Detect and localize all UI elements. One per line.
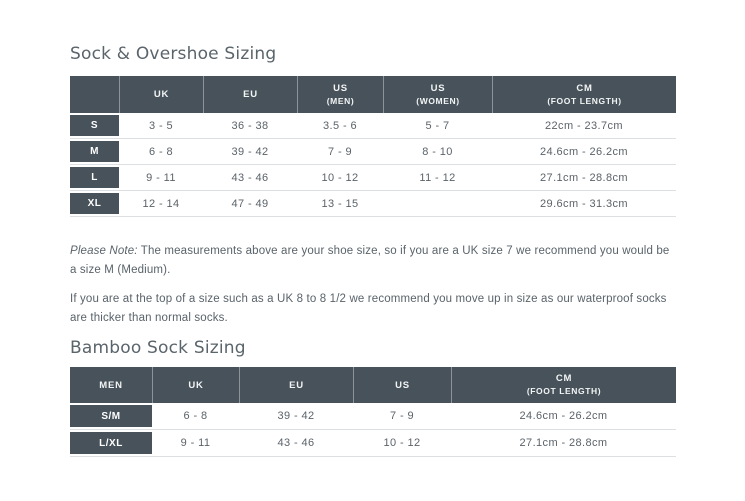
header-cell-size [70, 76, 119, 113]
table-header-row [70, 367, 676, 403]
sock-overshoe-sizing-table [70, 76, 676, 217]
cell-us-men: 10 - 12 [321, 171, 359, 184]
bamboo-sock-sizing-table [70, 367, 676, 457]
header-cell-uk: UK [152, 367, 239, 403]
table-row-l [70, 165, 676, 191]
header-cell-cm: CM (FOOT LENGTH) [451, 367, 676, 403]
cell-cm: 27.1cm - 28.8cm [540, 171, 628, 184]
note-shoe-size [70, 242, 676, 280]
header-cell-cm: CM (FOOT LENGTH) [492, 76, 676, 113]
cell-uk: 6 - 8 [148, 145, 173, 158]
header-cell-us: US [353, 367, 451, 403]
cell-eu: 36 - 38 [231, 119, 269, 132]
row-label: M [70, 141, 119, 162]
row-label: XL [70, 193, 119, 214]
cell-uk: 12 - 14 [142, 197, 180, 210]
cell-uk: 9 - 11 [180, 437, 211, 449]
note-label: Please Note: [70, 245, 138, 257]
cell-us-men: 3.5 - 6 [323, 119, 357, 132]
header-cell-uk: UK [119, 76, 203, 113]
cell-uk: 3 - 5 [148, 119, 173, 132]
header-cell-us-women: US (WOMEN) [383, 76, 492, 113]
header-cell-us-men: US (MEN) [297, 76, 383, 113]
cell-us-women: 11 - 12 [419, 171, 456, 184]
header-cell-men: MEN [99, 379, 123, 391]
cell-us-men: 7 - 9 [327, 145, 352, 158]
cell-uk: 6 - 8 [183, 410, 208, 422]
cell-us-women: 8 - 10 [422, 145, 453, 158]
row-label: L/XL [70, 432, 152, 454]
cell-cm: 24.6cm - 26.2cm [519, 410, 608, 422]
cell-eu: 43 - 46 [277, 437, 315, 449]
table-row-s [70, 113, 676, 139]
table-row-lxl [70, 430, 676, 457]
row-label: L [70, 167, 119, 188]
section-title-sock-overshoe: Sock & Overshoe Sizing [70, 44, 277, 64]
table-row-xl [70, 191, 676, 217]
cell-us-women: 5 - 7 [425, 119, 450, 132]
cell-us: 10 - 12 [383, 437, 421, 449]
cell-us-men: 13 - 15 [321, 197, 359, 210]
header-cell-eu: EU [239, 367, 353, 403]
row-label: S/M [70, 405, 152, 427]
cell-cm: 22cm - 23.7cm [545, 119, 623, 132]
table-row-sm [70, 403, 676, 430]
cell-eu: 47 - 49 [231, 197, 269, 210]
cell-cm: 27.1cm - 28.8cm [519, 437, 608, 449]
table-header-row [70, 76, 676, 113]
sizing-page [70, 0, 676, 457]
note-size-up: If you are at the top of a size such as a UK 8 to 8 1/2 we recommend you move up in size as our waterproof socks are thicker than normal socks. [70, 293, 667, 324]
cell-eu: 39 - 42 [277, 410, 315, 422]
cell-cm: 24.6cm - 26.2cm [540, 145, 628, 158]
row-label: S [70, 115, 119, 136]
note-text: The measurements above are your shoe size, so if you are a UK size 7 we recommend you would be a size M (Medium). [70, 245, 670, 276]
cell-uk: 9 - 11 [146, 171, 176, 184]
cell-eu: 43 - 46 [231, 171, 269, 184]
section-title-bamboo-sock: Bamboo Sock Sizing [70, 338, 246, 358]
header-cell-eu: EU [203, 76, 297, 113]
cell-us: 7 - 9 [389, 410, 414, 422]
cell-eu: 39 - 42 [231, 145, 269, 158]
cell-cm: 29.6cm - 31.3cm [540, 197, 628, 210]
table-row-m [70, 139, 676, 165]
cell-us-women [383, 191, 492, 216]
